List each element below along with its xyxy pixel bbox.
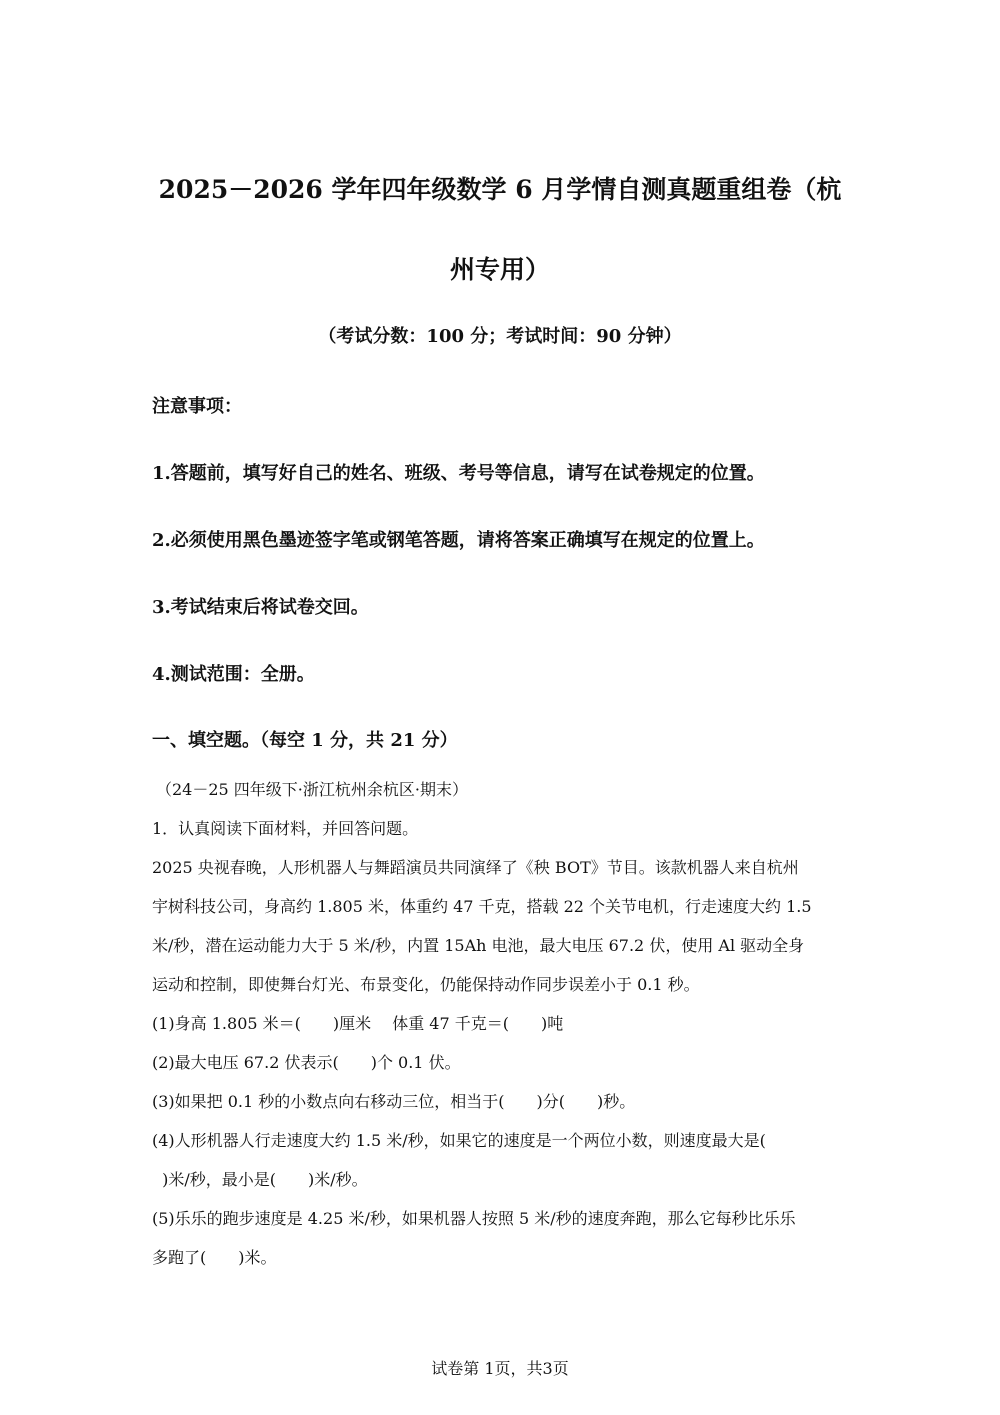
material-line-4: 运动和控制，即使舞台灯光、布景变化，仍能保持动作同步误差小于 0.1 秒。 — [152, 975, 700, 994]
sub-question-4: (4)人形机器人行走速度大约 1.5 米/秒，如果它的速度是一个两位小数，则速度最大是( — [152, 1131, 766, 1150]
sub-question-3: (3)如果把 0.1 秒的小数点向右移动三位，相当于( )分( )秒。 — [152, 1092, 636, 1111]
notice-item-3: 3.考试结束后将试卷交回。 — [152, 597, 369, 618]
notice-item-1: 1.答题前，填写好自己的姓名、班级、考号等信息，请写在试卷规定的位置。 — [152, 463, 765, 484]
exam-subtitle: （考试分数：100 分；考试时间：90 分钟） — [318, 326, 682, 347]
question-1-block — [152, 770, 852, 1277]
sub-question-5-continued: 多跑了( )米。 — [152, 1248, 277, 1267]
sub-question-4-continued: )米/秒，最小是( )米/秒。 — [152, 1170, 368, 1189]
page-footer: 试卷第 1页，共3页 — [431, 1359, 569, 1378]
material-line-3: 米/秒，潜在运动能力大于 5 米/秒，内置 15Ah 电池，最大电压 67.2 伏，使用 Al 驱动全身 — [152, 936, 805, 955]
material-line-2: 宇树科技公司，身高约 1.805 米，体重约 47 千克，搭载 22 个关节电机，行走速度大约 1.5 — [152, 897, 812, 916]
sub-question-5: (5)乐乐的跑步速度是 4.25 米/秒，如果机器人按照 5 米/秒的速度奔跑，那么它每秒比乐乐 — [152, 1209, 796, 1228]
question-1-source: （24－25 四年级下·浙江杭州余杭区·期末） — [156, 780, 468, 799]
notice-item-2: 2.必须使用黑色墨迹签字笔或钢笔答题，请将答案正确填写在规定的位置上。 — [152, 530, 765, 551]
question-1-prompt: 1．认真阅读下面材料，并回答问题。 — [152, 819, 419, 838]
exam-title-line-2: 州专用） — [449, 255, 550, 284]
notice-item-4: 4.测试范围：全册。 — [152, 664, 315, 685]
exam-title-line-1: 2025－2026 学年四年级数学 6 月学情自测真题重组卷（杭 — [158, 175, 842, 204]
section-1-heading: 一、填空题。（每空 1 分，共 21 分） — [152, 730, 458, 751]
sub-question-1: (1)身高 1.805 米＝( )厘米 体重 47 千克＝( )吨 — [152, 1014, 564, 1033]
sub-question-2: (2)最大电压 67.2 伏表示( )个 0.1 伏。 — [152, 1053, 461, 1072]
notice-heading: 注意事项： — [152, 396, 242, 417]
material-line-1: 2025 央视春晚，人形机器人与舞蹈演员共同演绎了《秧 BOT》节目。该款机器人来自杭州 — [152, 858, 799, 877]
